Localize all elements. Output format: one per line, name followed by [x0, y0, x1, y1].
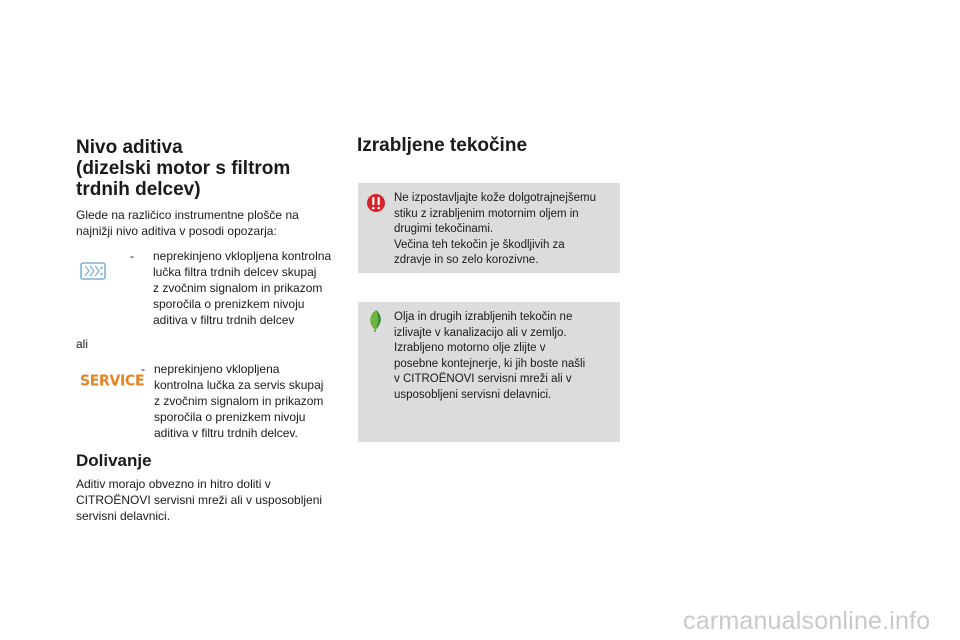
eco-box	[358, 302, 620, 442]
dolivanje-text: Aditiv morajo obvezno in hitro doliti v CITROËNOVI servisni mreži ali v usposobljeni servisni delavnici.	[76, 477, 323, 523]
service-icon: SERVICE	[80, 372, 145, 390]
particle-filter-warning-icon	[79, 260, 107, 282]
watermark-text: carmanualsonline.info	[683, 607, 931, 635]
eco-text: Olja in drugih izrabljenih tekočin ne izlivajte v kanalizacijo ali v zemljo. Izrabljeno motorno olje zlijte v posebne kontejnerje, ki jih boste našli v CITROËNOVI servisni mreži ali v usposobljeni servisni delavnici.	[394, 311, 586, 401]
section-title-dolivanje: Dolivanje	[76, 451, 152, 470]
item2-text: neprekinjeno vklopljena kontrolna lučka za servis skupaj z zvočnim signalom in prikazom sporočila o prenizkem nivoju aditiva v filtru trdnih delcev.	[154, 362, 324, 440]
item1-text: neprekinjeno vklopljena kontrolna lučka filtra trdnih delcev skupaj z zvočnim signalom in prikazom sporočila o prenizkem nivoju aditiva v filtru trdnih delcev	[153, 249, 332, 327]
list-dash: -	[130, 249, 134, 263]
exclamation-warning-icon	[366, 193, 386, 213]
list-dash: -	[141, 362, 145, 376]
section-title-used-fluids: Izrabljene tekočine	[357, 135, 528, 156]
warning-text: Ne izpostavljajte kože dolgotrajnejšemu stiku z izrabljenim motornim oljem in drugimi tekočinami. Večina teh tekočin je škodljivih za zdravje in so zelo korozivne.	[394, 192, 596, 266]
warning-box	[358, 183, 620, 273]
section-title-additive: Nivo aditiva (dizelski motor s filtrom trdnih delcev)	[76, 137, 291, 200]
leaf-eco-icon	[366, 309, 386, 333]
ali-text: ali	[76, 337, 89, 351]
intro-text: Glede na različico instrumentne plošče na najnižji nivo aditiva v posodi opozarja:	[76, 208, 299, 238]
